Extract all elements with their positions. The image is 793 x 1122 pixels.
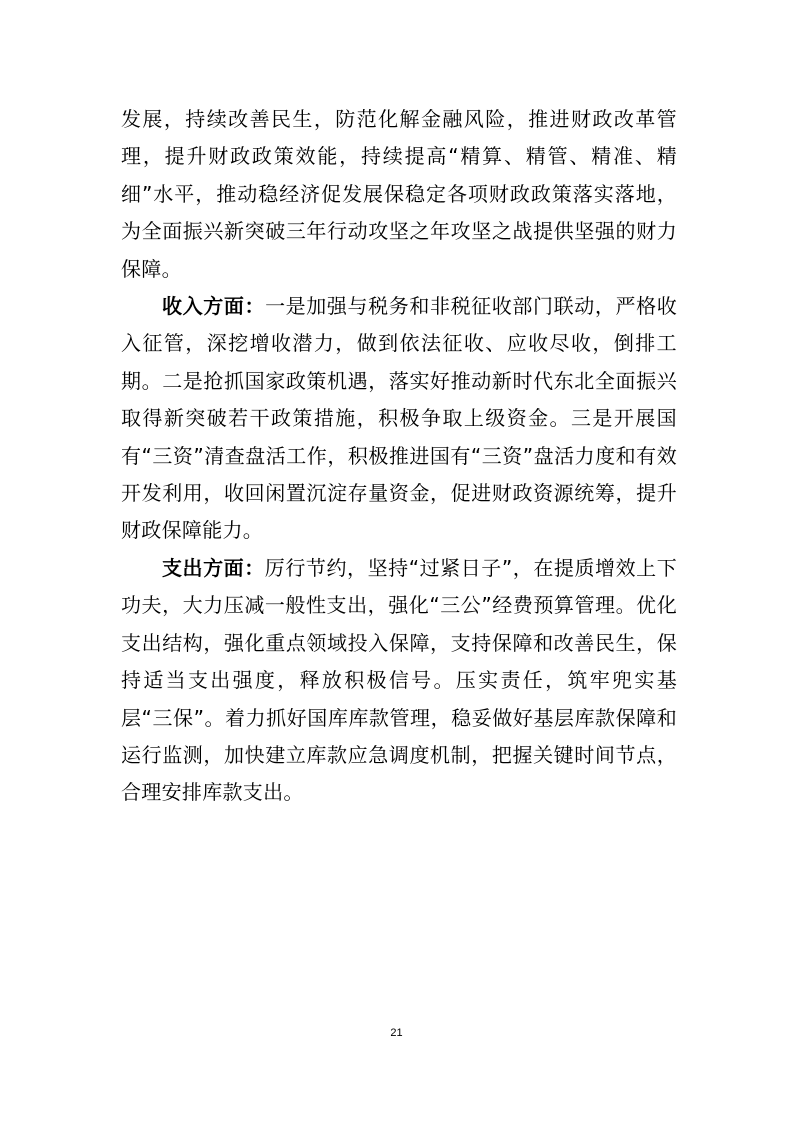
paragraph-text: 发展，持续改善民生，防范化解金融风险，推进财政改革管理，提升财政政策效能，持续提高“精算、精管、精准、精细”水平，推动稳经济促发展保稳定各项财政政策落实落地，为全面振兴新突破三年行动攻坚之年攻坚之战提供坚强的财力保障。	[121, 107, 677, 281]
paragraph-heading-expenditure: 支出方面：	[162, 555, 265, 580]
paragraph-text: 厉行节约，坚持“过紧日子”，在提质增效上下功夫，大力压减一般性支出，强化“三公”经费预算管理。优化支出结构，强化重点领域投入保障，支持保障和改善民生，保持适当支出强度，释放积极信号。压实责任，筑牢兜实基层“三保”。着力抓好国库库款管理，稳妥做好基层库款保障和运行监测，加快建立库款应急调度机制，把握关键时间节点，合理安排库款支出。	[121, 555, 677, 805]
paragraph-text: 一是加强与税务和非税征收部门联动，严格收入征管，深挖增收潜力，做到依法征收、应收尽收，倒排工期。二是抢抓国家政策机遇，落实好推动新时代东北全面振兴取得新突破若干政策措施，积极争取上级资金。三是开展国有“三资”清查盘活工作，积极推进国有“三资”盘活力度和有效开发利用，收回闲置沉淀存量资金，促进财政资源统筹，提升财政保障能力。	[121, 294, 677, 543]
paragraph-continuation	[121, 101, 677, 288]
page-number: 21	[390, 1027, 403, 1039]
paragraph-expenditure	[121, 550, 677, 812]
paragraph-revenue	[121, 288, 677, 550]
paragraph-heading-revenue: 收入方面：	[162, 294, 266, 319]
document-body	[121, 101, 677, 812]
